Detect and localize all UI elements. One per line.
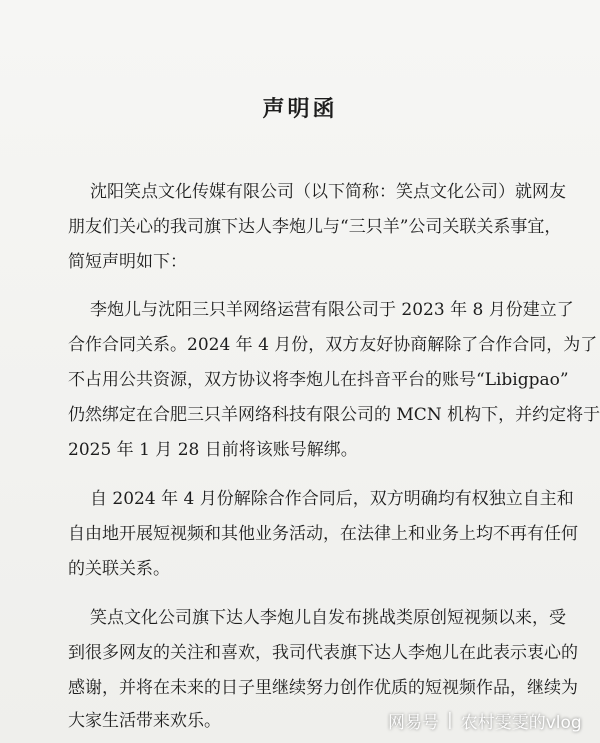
source-watermark [388, 703, 582, 737]
paragraph-line: 自 2024 年 4 月份解除合作合同后，双方明确均有权独立自主和 [90, 489, 574, 509]
paragraph-line: 的关联关系。 [68, 559, 170, 579]
paragraph-line: 简短声明如下： [68, 252, 187, 272]
paragraph-line: 到很多网友的关注和喜欢，我司代表旗下达人李炮儿在此表示衷心的 [68, 643, 578, 663]
paragraph-line: 大家生活带来欢乐。 [68, 711, 221, 731]
paragraph-line: 自由地开展短视频和其他业务活动，在法律上和业务上均不再有任何 [68, 524, 578, 544]
paragraph-line: 不占用公共资源，双方协议将李炮儿在抖音平台的账号“Libigpao” [68, 370, 569, 390]
watermark-account: 农村雯雯的vlog [460, 712, 582, 733]
paragraph-line: 朋友们关心的我司旗下达人李炮儿与“三只羊”公司关联关系事宜， [68, 217, 562, 237]
watermark-separator: | [447, 710, 453, 730]
paragraph-line: 沈阳笑点文化传媒有限公司（以下简称：笑点文化公司）就网友 [90, 182, 566, 202]
watermark-platform: 网易号 [388, 712, 439, 733]
document-title: 声明函 [262, 97, 338, 122]
paragraph-line: 笑点文化公司旗下达人李炮儿自发布挑战类原创短视频以来，受 [90, 608, 566, 628]
paragraph-line: 仍然绑定在合肥三只羊网络科技有限公司的 MCN 机构下，并约定将于 [68, 405, 600, 425]
paragraph-line: 合作合同关系。2024 年 4 月份，双方友好协商解除了合作合同，为了 [68, 335, 598, 355]
paragraph-line: 感谢，并将在未来的日子里继续努力创作优质的短视频作品，继续为 [68, 678, 578, 698]
paragraph-line: 李炮儿与沈阳三只羊网络运营有限公司于 2023 年 8 月份建立了 [90, 300, 574, 320]
paragraph-line: 2025 年 1 月 28 日前将该账号解绑。 [68, 440, 358, 460]
